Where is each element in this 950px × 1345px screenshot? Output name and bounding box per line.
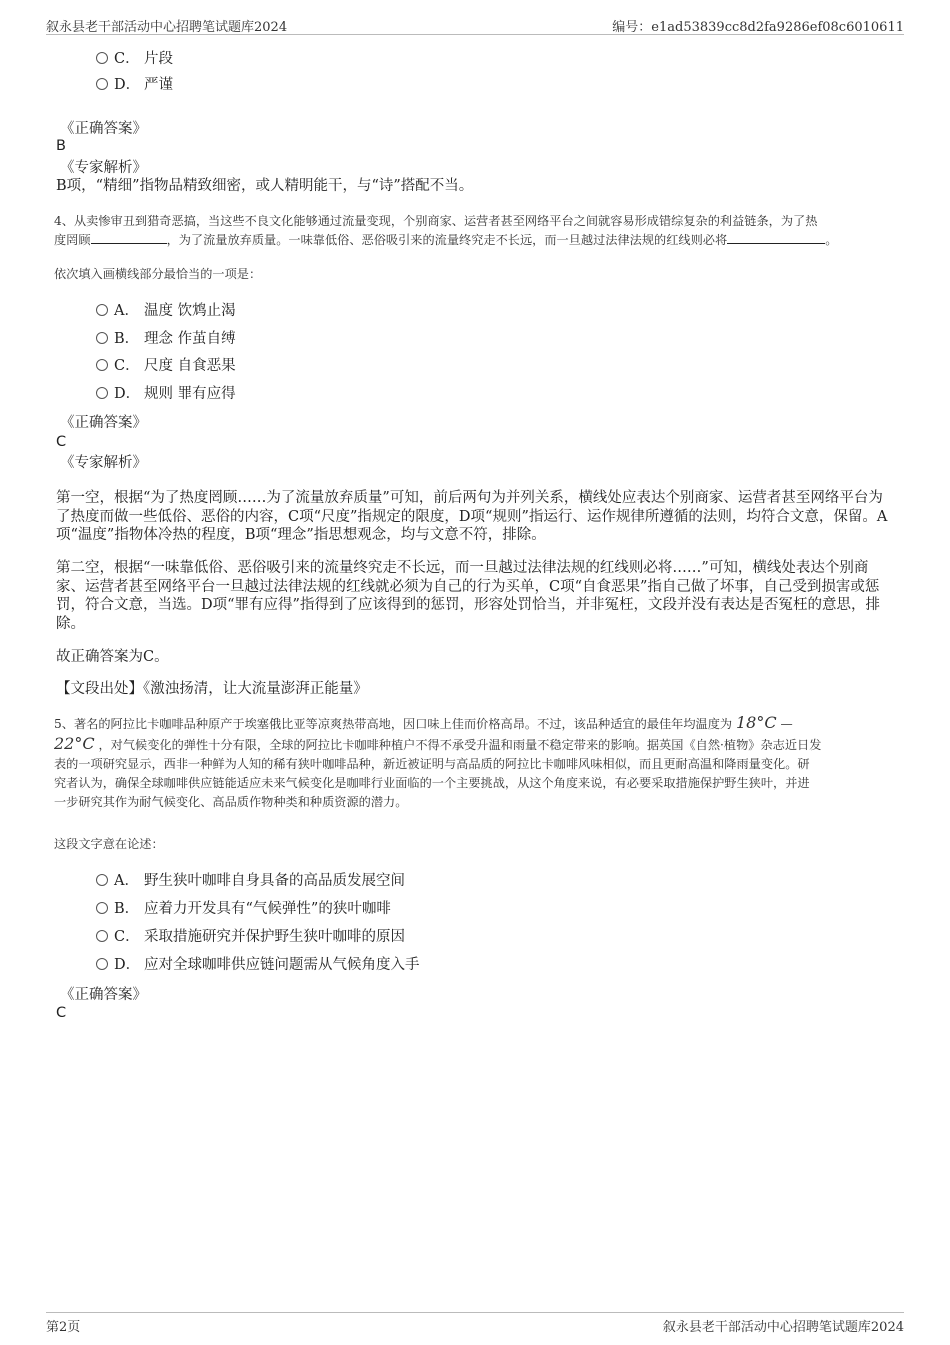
q4-option-c[interactable]: C． 尺度 自食恶果 (96, 355, 236, 377)
radio-icon[interactable] (96, 304, 108, 316)
page-header (46, 14, 904, 35)
q4-answer: C (56, 434, 67, 450)
radio-icon[interactable] (96, 874, 108, 886)
q5-option-a[interactable]: A． 野生狭叶咖啡自身具备的高品质发展空间 (96, 870, 405, 892)
footer-title: 叙永县老干部活动中心招聘笔试题库2024 (662, 1320, 904, 1335)
temp-dash: — (780, 717, 793, 731)
temp-high: 22°C (54, 734, 95, 753)
q4-analysis-paragraph-1: 第一空，根据“为了热度罔顾……为了流量放弃质量”可知，前后两句为并列关系，横线处应表达个别商家、运营者甚至网络平台为了热度而做一些低俗、恶俗的内容，C项“尺度”指规定的限度，D项“规则”指运行、运作规律所遵循的法则，均符合文意，保留。A项“温度”指物体冷热的程度，B项“理念”指思想观念，均与文意不符，排除。 (56, 490, 888, 543)
blank-2 (727, 231, 825, 244)
q4-analysis-label: 《专家解析》 (60, 455, 147, 471)
q4-answer-label: 《正确答案》 (60, 415, 147, 431)
q5-answer: C (56, 1005, 67, 1021)
q3-option-d[interactable]: D． 严谨 (96, 74, 173, 96)
q5-option-c[interactable]: C． 采取措施研究并保护野生狭叶咖啡的原因 (96, 926, 405, 948)
radio-icon[interactable] (96, 902, 108, 914)
q4-option-d[interactable]: D． 规则 罪有应得 (96, 383, 236, 405)
radio-icon[interactable] (96, 387, 108, 399)
radio-icon[interactable] (96, 332, 108, 344)
q4-stem: 4、从卖惨审丑到猎奇恶搞，当这些不良文化能够通过流量变现，个别商家、运营者甚至网络平台之间就容易形成错综复杂的利益链条，为了热 度罔顾 ，为了流量放弃质量。一味靠低俗、恶俗吸引来的流量终究走不长远，而一旦越过法律法规的红线则必将 。 (54, 214, 838, 247)
q4-option-b[interactable]: B． 理念 作茧自缚 (96, 328, 236, 350)
q4-option-a[interactable]: A． 温度 饮鸩止渴 (96, 300, 236, 322)
q4-analysis-paragraph-2: 第二空，根据“一味靠低俗、恶俗吸引来的流量终究走不长远，而一旦越过法律法规的红线则必将……”可知，横线处表达个别商家、运营者甚至网络平台一旦越过法律法规的红线就必须为自己的行为买单，C项“自食恶果”指自己做了坏事，自己受到损害或惩罚，符合文意，当选。D项“罪有应得”指得到了应该得到的惩罚，形容处罚恰当，并非冤枉，文段并没有表达是否冤枉的意思，排除。 (56, 560, 880, 632)
q5-option-b[interactable]: B． 应着力开发具有“气候弹性”的狭叶咖啡 (96, 898, 391, 920)
q3-analysis-label: 《专家解析》 (60, 160, 147, 176)
radio-icon[interactable] (96, 958, 108, 970)
q3-answer: B (56, 138, 66, 154)
page-footer (46, 1312, 904, 1336)
radio-icon[interactable] (96, 78, 108, 90)
header-title: 叙永县老干部活动中心招聘笔试题库2024 (46, 20, 288, 35)
q4-prompt: 依次填入画横线部分最恰当的一项是： (54, 267, 262, 281)
document-id: 编号：e1ad53839cc8d2fa9286ef08c6010611 (612, 20, 904, 35)
radio-icon[interactable] (96, 52, 108, 64)
q3-analysis: B项，“精细”指物品精致细密，或人精明能干，与“诗”搭配不当。 (56, 178, 474, 194)
page-number: 第2页 (46, 1320, 81, 1335)
q3-option-c[interactable]: C． 片段 (96, 48, 173, 70)
q4-source: 【文段出处】《激浊扬清，让大流量澎湃正能量》 (56, 681, 368, 697)
radio-icon[interactable] (96, 930, 108, 942)
q3-answer-label: 《正确答案》 (60, 121, 147, 137)
q5-answer-label: 《正确答案》 (60, 987, 147, 1003)
radio-icon[interactable] (96, 359, 108, 371)
q5-prompt: 这段文字意在论述： (54, 837, 164, 851)
temp-low: 18°C (735, 713, 777, 732)
blank-1 (91, 231, 167, 244)
q5-stem: 5、著名的阿拉比卡咖啡品种原产于埃塞俄比亚等凉爽热带高地，因口味上佳而价格高昂。不过，该品种适宜的最佳年均温度为 18°C — 22°C ，对气候变化的弹性十分有限，全球的阿拉比卡咖啡种植户不得不承受升温和雨量不稳定带来的影响。据英国《自然·植物》杂志近日发 表的一项研究显示，西非一种鲜为人知的稀有狭叶咖啡品种，新近被证明与高品质的阿拉比卡咖啡风味相似，而且更耐高温和降雨量变化。研 究者认为，确保全球咖啡供应链能适应未来气候变化是咖啡行业面临的一个主要挑战，从这个角度来说，有必要采取措施保护野生狭叶，并进 一步研究其作为耐气候变化、高品质作物种类和种质资源的潜力。 (54, 713, 822, 809)
q4-analysis-paragraph-3: 故正确答案为C。 (56, 649, 169, 665)
q5-option-d[interactable]: D． 应对全球咖啡供应链问题需从气候角度入手 (96, 954, 420, 976)
